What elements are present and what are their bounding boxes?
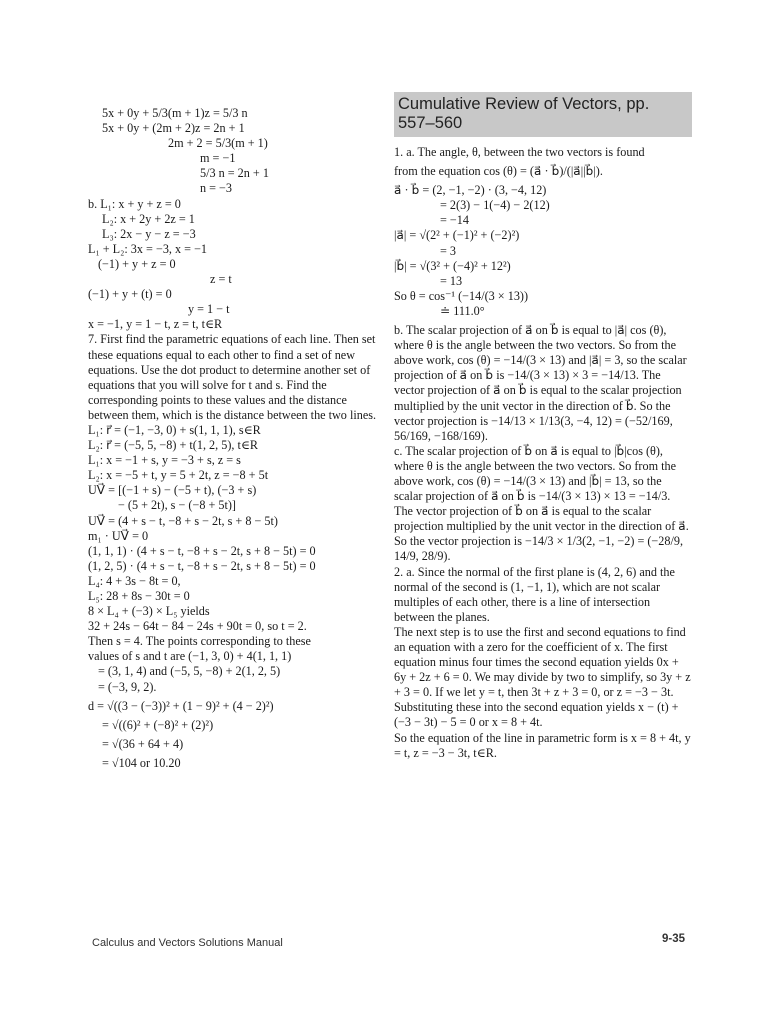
equation-line: = 2(3) − 1(−4) − 2(12) bbox=[440, 198, 550, 213]
paragraph-part-c: c. The scalar projection of b⃗ on a⃗ is equal to |b⃗|cos (θ), where θ is the angle between the two vectors. So from the above work, cos (θ) = −14/(3 × 13) and |b⃗| = 13, so the scalar projection of a⃗ on b⃗ is −14/(3 × 13) × 13 = −14/3. The vector projection of b⃗ on a⃗ is equal to the scalar projection multiplied by the unit vector in the direction of a⃗. So the vector projection is −14/3 × 1/3(2, −1, −2) = (−28/9, 14/9, 28/9). bbox=[394, 443, 689, 564]
equation-line: Then s = 4. The points corresponding to these bbox=[88, 634, 311, 649]
equation-line: d = √((3 − (−3))² + (1 − 9)² + (4 − 2)²) bbox=[88, 698, 274, 713]
equation-line: = √(36 + 64 + 4) bbox=[102, 736, 184, 751]
equation-line: from the equation cos (θ) = (a⃗ · b⃗)/(|a⃗||b⃗|). bbox=[394, 164, 603, 179]
paragraph-question-2a-result: So the equation of the line in parametric form is x = 8 + 4t, y = t, z = −3 − 3t, t∈R. bbox=[394, 730, 691, 760]
equation-line: L₅: 28 + 8s − 30t = 0 bbox=[88, 589, 190, 603]
equation-line: (1, 2, 5) · (4 + s − t, −8 + s − 2t, s + 8 − 5t) = 0 bbox=[88, 558, 316, 573]
equation-line: L₄: 4 + 3s − 8t = 0, bbox=[88, 573, 181, 588]
equation-line: L₁: r⃗ = (−1, −3, 0) + s(1, 1, 1), s∈R bbox=[88, 422, 261, 437]
equation-line: (−1) + y + (t) = 0 bbox=[88, 287, 172, 302]
equation-line: L₂: x + 2y + 2z = 1 bbox=[102, 211, 195, 226]
right-column bbox=[394, 92, 692, 761]
equation-line: n = −3 bbox=[200, 181, 233, 196]
footer-page-number: 9-35 bbox=[662, 933, 686, 945]
equation-line: = (3, 1, 4) and (−5, 5, −8) + 2(1, 2, 5) bbox=[98, 664, 281, 679]
equation-line: m₁ · UV⃗ = 0 bbox=[88, 528, 149, 543]
equation-line: (1, 1, 1) · (4 + s − t, −8 + s − 2t, s + 8 − 5t) = 0 bbox=[88, 543, 316, 558]
equation-line: ≐ 111.0° bbox=[440, 303, 485, 318]
equation-line: values of s and t are (−1, 3, 0) + 4(1, 1, 1) bbox=[88, 649, 292, 664]
equation-line: L₃: 2x − y − z = −3 bbox=[102, 226, 196, 241]
equation-line: = √((6)² + (−8)² + (2)²) bbox=[102, 717, 214, 732]
paragraph-line: 1. a. The angle, θ, between the two vectors is found bbox=[394, 145, 645, 159]
equation-line: = 3 bbox=[440, 243, 457, 258]
paragraph-part-b: b. The scalar projection of a⃗ on b⃗ is equal to |a⃗| cos (θ), where θ is the angle between the two vectors. So from the above work, cos (θ) = −14/(3 × 13) and |a⃗| = 3, so the scalar projection of a⃗ on b⃗ is −14/(3 × 13) × 3 = −14/13. The vector projection of a⃗ on b⃗ is equal to the scalar projection multiplied by the unit vector in the direction of b⃗. So the vector projection is −14/13 × 1/13(3, −4, 12) = (−52/169, 56/169, −168/169). bbox=[394, 323, 687, 443]
footer-book-title: Calculus and Vectors Solutions Manual bbox=[92, 937, 283, 949]
equation-line: L₂: r⃗ = (−5, 5, −8) + t(1, 2, 5), t∈R bbox=[88, 438, 259, 453]
equation-line: x = −1, y = 1 − t, z = t, t∈R bbox=[88, 317, 223, 332]
equation-line: (−1) + y + z = 0 bbox=[98, 256, 176, 271]
equation-line: |b⃗| = √(3² + (−4)² + 12²) bbox=[394, 258, 511, 273]
equation-line: a⃗ · b⃗ = (2, −1, −2) · (3, −4, 12) bbox=[394, 183, 547, 198]
equation-line: y = 1 − t bbox=[188, 302, 230, 317]
equation-line: |a⃗| = √(2² + (−1)² + (−2)²) bbox=[394, 228, 520, 243]
equation-line: z = t bbox=[210, 272, 232, 287]
equation-line: 2m + 2 = 5/3(m + 1) bbox=[168, 136, 268, 151]
equation-line: 32 + 24s − 64t − 84 − 24s + 90t = 0, so t = 2. bbox=[88, 619, 307, 634]
equation-line: 5x + 0y + 5/3(m + 1)z = 5/3 n bbox=[102, 106, 248, 120]
equation-line: = −14 bbox=[440, 213, 469, 228]
left-column bbox=[88, 106, 388, 771]
paragraph-question-2a: 2. a. Since the normal of the first plane is (4, 2, 6) and the normal of the second is (1, −1, 1), which are not scalar multiples of each other, there is a line of intersection between the planes. bbox=[394, 564, 675, 624]
equation-line: L₂: x = −5 + t, y = 5 + 2t, z = −8 + 5t bbox=[88, 468, 269, 483]
section-header: Cumulative Review of Vectors, pp. 557–560 bbox=[394, 92, 692, 137]
equation-line: 5x + 0y + (2m + 2)z = 2n + 1 bbox=[102, 121, 245, 136]
equation-line: L₁: x = −1 + s, y = −3 + s, z = s bbox=[88, 453, 241, 468]
equation-line: = (−3, 9, 2). bbox=[98, 679, 157, 694]
equation-line: So θ = cos⁻¹ (−14/(3 × 13)) bbox=[394, 288, 529, 303]
equation-line: m = −1 bbox=[200, 151, 236, 166]
equation-line: UV⃗ = [(−1 + s) − (−5 + t), (−3 + s) bbox=[88, 483, 257, 498]
equation-line: = 13 bbox=[440, 273, 463, 288]
equation-line: L₁ + L₂: 3x = −3, x = −1 bbox=[88, 241, 208, 256]
paragraph-question-7: 7. First find the parametric equations of each line. Then set these equations equal to each other to find a set of new equations. Use the dot product to determine another set of equations that you will solve for t and s. Find the corresponding points to these values and the distance between them, which is the distance between the two lines. bbox=[88, 332, 377, 422]
equation-line: 8 × L₄ + (−3) × L₅ yields bbox=[88, 604, 210, 619]
equation-line: b. L₁: x + y + z = 0 bbox=[88, 196, 181, 211]
equation-line: UV⃗ = (4 + s − t, −8 + s − 2t, s + 8 − 5t) bbox=[88, 513, 278, 528]
paragraph-question-2a-steps: The next step is to use the first and second equations to find an equation with a zero for the coefficient of x. The first equation minus four times the second equation yields 0x + 6y + 2z + 6 = 0. We may divide by two to simplify, so 3y + z + 3 = 0. If we let y = t, then 3t + z + 3 = 0, or z = −3 − 3t. Substituting these into the second equation yields x − (t) + (−3 − 3t) − 5 = 0 or x = 8 + 4t. bbox=[394, 624, 691, 730]
equation-line: 5/3 n = 2n + 1 bbox=[200, 166, 269, 181]
equation-line: − (5 + 2t), s − (−8 + 5t)] bbox=[118, 498, 236, 513]
equation-line: = √104 or 10.20 bbox=[102, 755, 181, 770]
